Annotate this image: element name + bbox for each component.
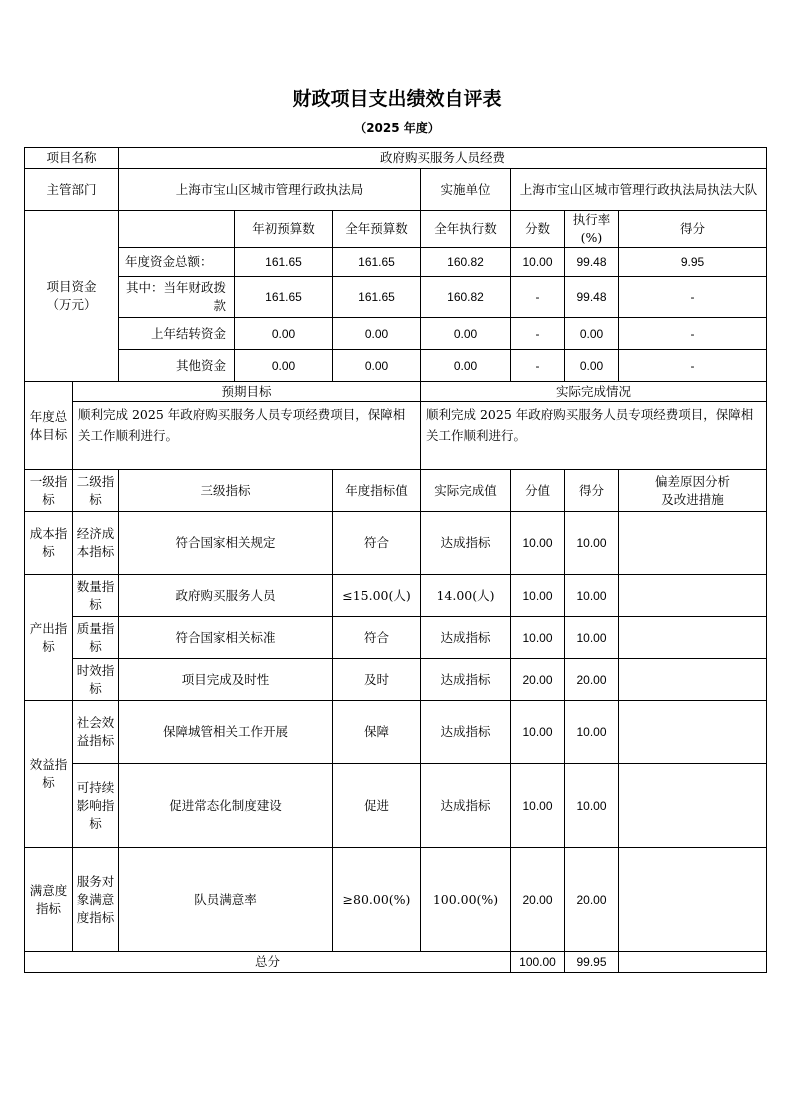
header-target: 年度指标值: [333, 470, 421, 512]
dept-value: 上海市宝山区城市管理行政执法局: [119, 169, 421, 211]
indicator-row: [25, 575, 767, 617]
goals-actual-label: 实际完成情况: [421, 382, 767, 402]
goals-expected: 顺利完成 2025 年政府购买服务人员专项经费项目，保障相关工作顺利进行。: [73, 402, 421, 470]
project-name-label: 项目名称: [25, 148, 119, 169]
total-weight: 100.00: [511, 952, 565, 973]
indicator-row: [25, 617, 767, 659]
project-name-value: 政府购买服务人员经费: [119, 148, 767, 169]
header-deviation-line2: 及改进措施: [661, 491, 724, 507]
goals-expected-label: 预期目标: [73, 382, 421, 402]
header-deviation: [619, 470, 767, 512]
funds-row: [25, 318, 767, 350]
funds-got: -: [619, 318, 767, 350]
indicator-score: 10.00: [565, 512, 619, 575]
indicator-deviation: [619, 764, 767, 848]
funds-score: 10.00: [511, 248, 565, 277]
funds-row-label: 年度资金总额：: [119, 248, 235, 277]
funds-score: -: [511, 277, 565, 318]
indicator-actual: 达成指标: [421, 659, 511, 701]
indicator-target: 符合: [333, 617, 421, 659]
indicator-target: 符合: [333, 512, 421, 575]
funds-annual: 161.65: [333, 248, 421, 277]
unit-value: 上海市宝山区城市管理行政执法局执法大队: [511, 169, 767, 211]
indicator-weight: 10.00: [511, 764, 565, 848]
funds-header-score: 分数: [511, 211, 565, 248]
performance-table: [24, 147, 767, 973]
indicator-weight: 20.00: [511, 848, 565, 952]
indicator-level3: 队员满意率: [119, 848, 333, 952]
funds-row-label: 上年结转资金: [119, 318, 235, 350]
header-score: 得分: [565, 470, 619, 512]
total-deviation: [619, 952, 767, 973]
funds-row: [25, 350, 767, 382]
funds-got: -: [619, 350, 767, 382]
funds-header-row: [25, 211, 767, 248]
indicator-level3: 符合国家相关规定: [119, 512, 333, 575]
indicator-target: 及时: [333, 659, 421, 701]
header-deviation-line1: 偏差原因分析: [654, 473, 730, 489]
indicator-target: 保障: [333, 701, 421, 764]
header-actual: 实际完成值: [421, 470, 511, 512]
funds-header-annual: 全年预算数: [333, 211, 421, 248]
project-name-row: [25, 148, 767, 169]
indicator-level2: 服务对象满意度指标: [73, 848, 119, 952]
indicator-deviation: [619, 617, 767, 659]
funds-label-line1: 项目资金: [46, 279, 97, 294]
header-level1: 一级指标: [25, 470, 73, 512]
header-weight: 分值: [511, 470, 565, 512]
funds-header-blank: [119, 211, 235, 248]
indicator-score: 20.00: [565, 848, 619, 952]
indicator-score: 10.00: [565, 701, 619, 764]
total-row: [25, 952, 767, 973]
goals-header-row: [25, 382, 767, 402]
indicator-level1: 产出指标: [25, 575, 73, 701]
indicator-score: 10.00: [565, 764, 619, 848]
indicator-level2: 数量指标: [73, 575, 119, 617]
indicator-level2: 时效指标: [73, 659, 119, 701]
funds-label-line2: （万元）: [46, 297, 97, 312]
funds-rate: 0.00: [565, 350, 619, 382]
indicator-row: [25, 659, 767, 701]
indicator-row: [25, 764, 767, 848]
indicator-level1: 满意度指标: [25, 848, 73, 952]
funds-row: [25, 277, 767, 318]
indicator-weight: 10.00: [511, 512, 565, 575]
indicator-target: ≤15.00(人): [333, 575, 421, 617]
indicator-actual: 100.00(%): [421, 848, 511, 952]
indicator-row: [25, 848, 767, 952]
funds-got: -: [619, 277, 767, 318]
funds-initial: 0.00: [235, 350, 333, 382]
page-title: 财政项目支出绩效自评表: [292, 88, 502, 110]
funds-row-label: 其中：当年财政拨款: [119, 277, 235, 318]
indicator-level1: 效益指标: [25, 701, 73, 848]
indicator-weight: 10.00: [511, 617, 565, 659]
funds-score: -: [511, 350, 565, 382]
indicator-level3: 政府购买服务人员: [119, 575, 333, 617]
indicator-actual: 达成指标: [421, 617, 511, 659]
indicator-level3: 促进常态化制度建设: [119, 764, 333, 848]
funds-initial: 161.65: [235, 277, 333, 318]
indicator-target: ≥80.00(%): [333, 848, 421, 952]
indicator-level3: 保障城管相关工作开展: [119, 701, 333, 764]
funds-annual: 0.00: [333, 350, 421, 382]
indicator-row: [25, 512, 767, 575]
funds-executed: 160.82: [421, 277, 511, 318]
indicator-header-row: [25, 470, 767, 512]
indicator-score: 20.00: [565, 659, 619, 701]
funds-executed: 0.00: [421, 350, 511, 382]
indicator-deviation: [619, 848, 767, 952]
funds-label: [25, 211, 119, 382]
indicator-weight: 20.00: [511, 659, 565, 701]
indicator-level3: 项目完成及时性: [119, 659, 333, 701]
funds-header-executed: 全年执行数: [421, 211, 511, 248]
funds-rate: 0.00: [565, 318, 619, 350]
indicator-deviation: [619, 701, 767, 764]
funds-executed: 0.00: [421, 318, 511, 350]
indicator-actual: 达成指标: [421, 512, 511, 575]
header-level3: 三级指标: [119, 470, 333, 512]
header-level2: 二级指标: [73, 470, 119, 512]
funds-row: [25, 248, 767, 277]
funds-header-initial: 年初预算数: [235, 211, 333, 248]
indicator-row: [25, 701, 767, 764]
funds-header-rate: 执行率(%): [565, 211, 619, 248]
indicator-score: 10.00: [565, 617, 619, 659]
funds-annual: 161.65: [333, 277, 421, 318]
funds-initial: 0.00: [235, 318, 333, 350]
funds-initial: 161.65: [235, 248, 333, 277]
indicator-score: 10.00: [565, 575, 619, 617]
dept-label: 主管部门: [25, 169, 119, 211]
funds-row-label: 其他资金: [119, 350, 235, 382]
indicator-weight: 10.00: [511, 701, 565, 764]
page-subtitle: （2025 年度）: [354, 121, 440, 135]
funds-header-got: 得分: [619, 211, 767, 248]
total-score: 99.95: [565, 952, 619, 973]
indicator-deviation: [619, 659, 767, 701]
indicator-level1: 成本指标: [25, 512, 73, 575]
goals-content-row: [25, 402, 767, 470]
funds-score: -: [511, 318, 565, 350]
total-label: 总分: [25, 952, 511, 973]
funds-annual: 0.00: [333, 318, 421, 350]
funds-rate: 99.48: [565, 248, 619, 277]
indicator-actual: 达成指标: [421, 701, 511, 764]
indicator-target: 促进: [333, 764, 421, 848]
indicator-level2: 社会效益指标: [73, 701, 119, 764]
funds-got: 9.95: [619, 248, 767, 277]
indicator-actual: 达成指标: [421, 764, 511, 848]
indicator-level2: 质量指标: [73, 617, 119, 659]
goals-actual: 顺利完成 2025 年政府购买服务人员专项经费项目，保障相关工作顺利进行。: [421, 402, 767, 470]
indicator-level2: 可持续影响指标: [73, 764, 119, 848]
indicator-actual: 14.00(人): [421, 575, 511, 617]
dept-row: [25, 169, 767, 211]
indicator-weight: 10.00: [511, 575, 565, 617]
unit-label: 实施单位: [421, 169, 511, 211]
indicator-deviation: [619, 512, 767, 575]
funds-rate: 99.48: [565, 277, 619, 318]
indicator-level3: 符合国家相关标准: [119, 617, 333, 659]
indicator-level2: 经济成本指标: [73, 512, 119, 575]
indicator-deviation: [619, 575, 767, 617]
funds-executed: 160.82: [421, 248, 511, 277]
goals-label: 年度总体目标: [25, 382, 73, 470]
